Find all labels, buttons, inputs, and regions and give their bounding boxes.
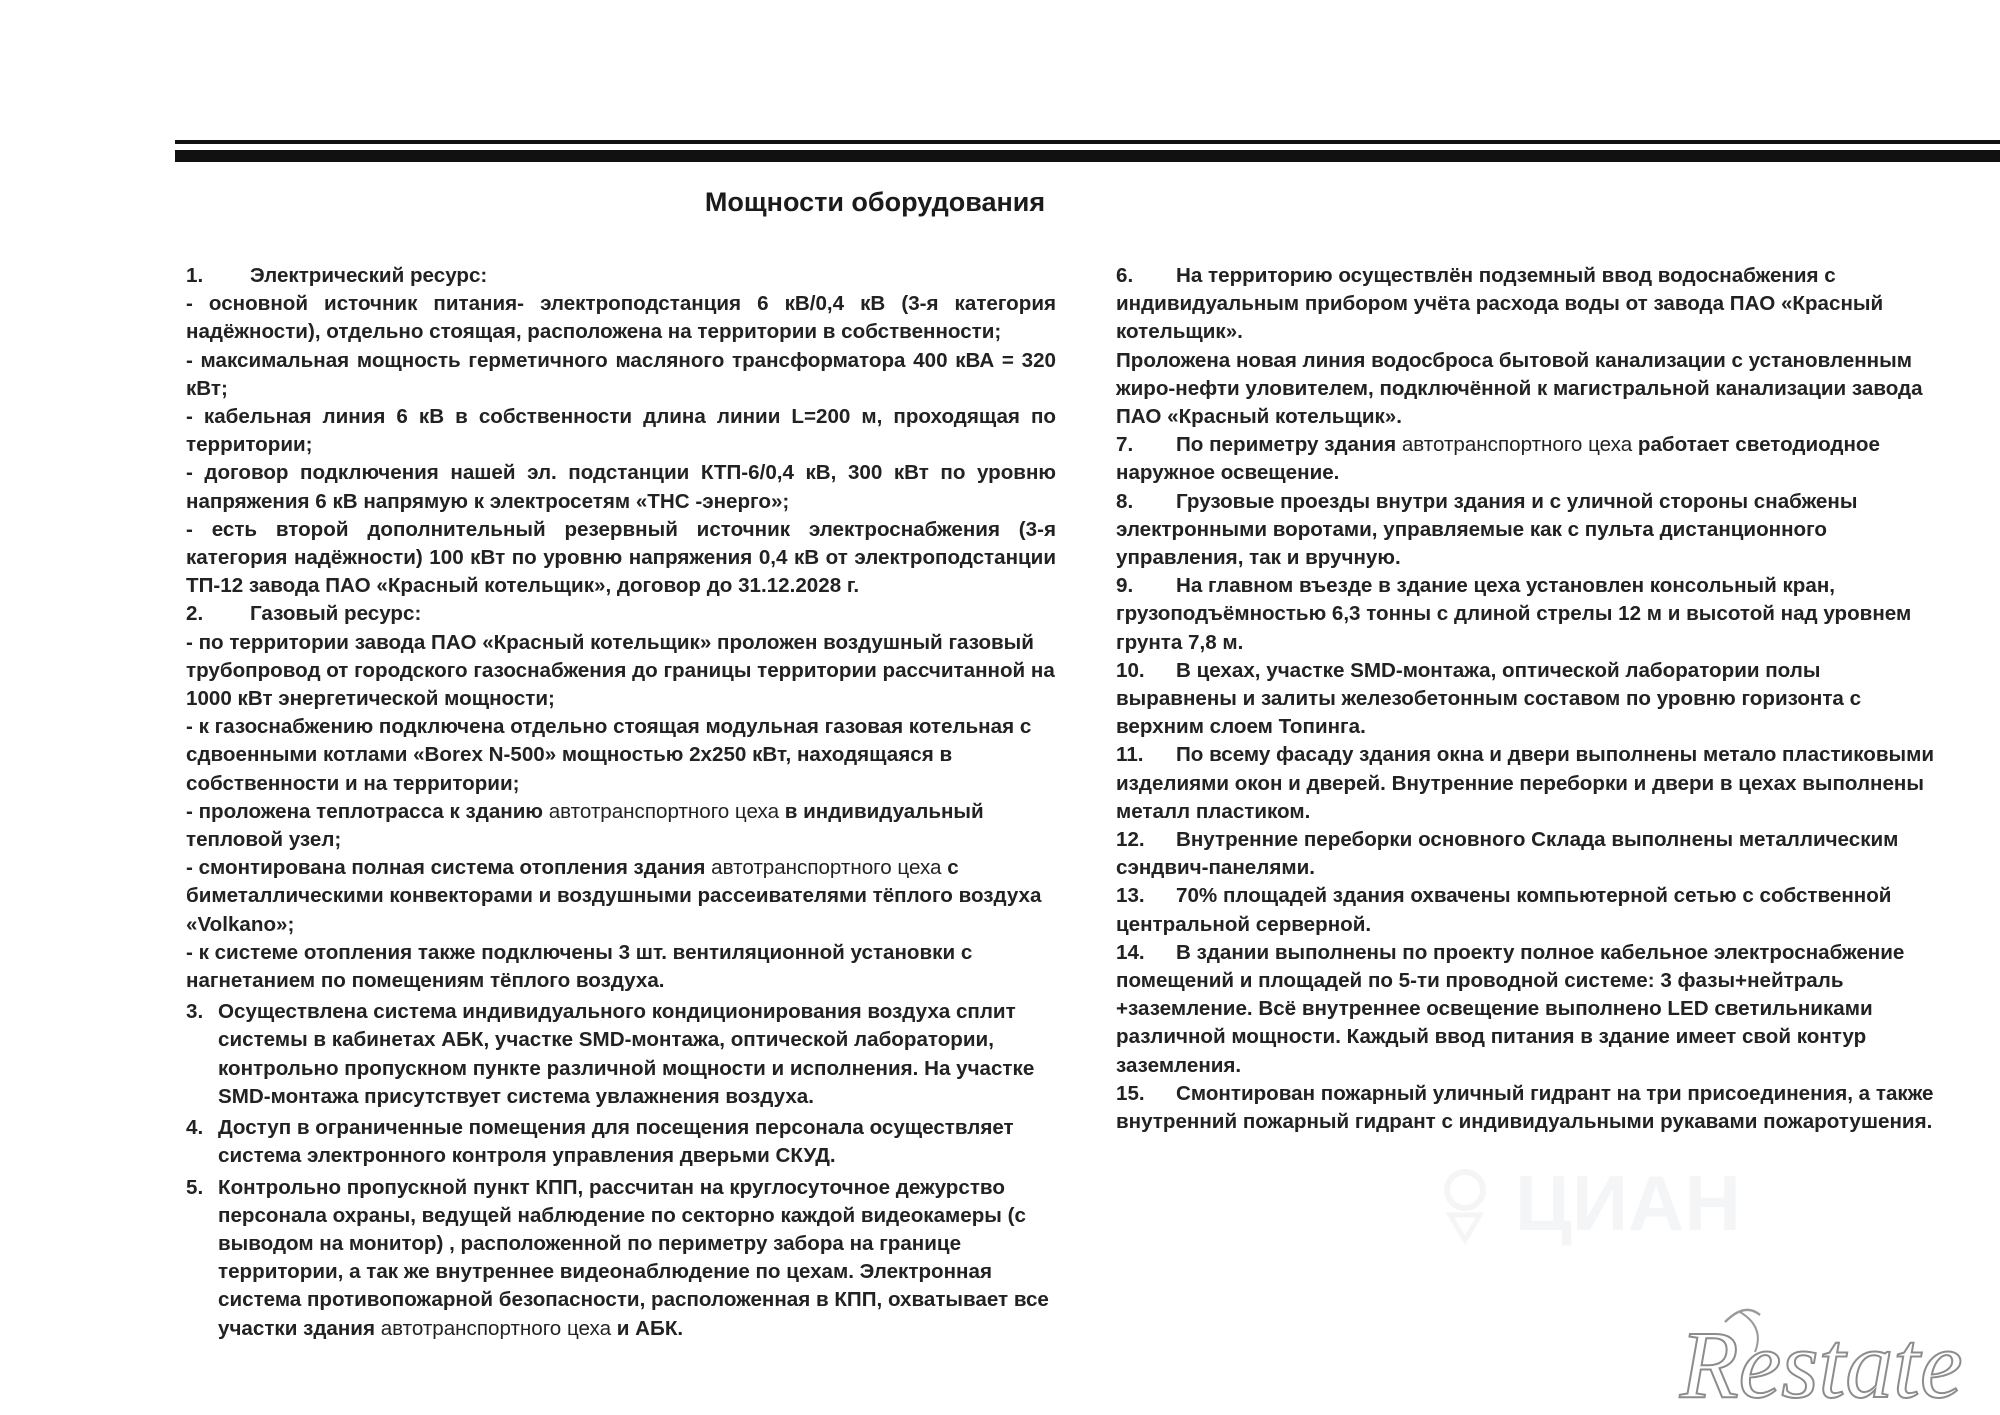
list-item-text: Контрольно пропускной пункт КПП, рассчитан на круглосуточное дежурство персонала охраны, ведущей наблюдение по секторно каждой видеокамеры (с выводом на монитор) , расположенной по периметру забора на границе территории, а так же внутреннее видеонаблюдение по цехам. Электронная система противопожарной безопасности, расположенная в КПП, охватывает все участки здания автотранспортного цеха и АБК. [218, 1175, 1049, 1340]
list-item [186, 1174, 1056, 1343]
list-item-number: 8. [1116, 489, 1134, 513]
list-item-text: На главном въезде в здание цеха установлен консольный кран, грузоподъёмностью 6,3 тонны с длиной стрелы 12 м и высотой над уровнем грунта 7,8 м. [1116, 574, 1912, 654]
paragraph: - к газоснабжению подключена отдельно стоящая модульная газовая котельная с сдвоенными котлами «Borex N-500» мощностью 2х250 кВт, находящаяся в собственности и на территории; [186, 715, 1032, 795]
list-item-number: 12. [1116, 828, 1145, 852]
list-item-number: 4. [186, 1116, 204, 1140]
section-1-number: 1. [186, 264, 204, 287]
list-item [186, 1114, 1056, 1170]
list-item-text: В цехах, участке SMD-монтажа, оптической лаборатории полы выравнены и залиты железобетонным составом по уровню горизонта с верхним слоем Топинга. [1116, 658, 1862, 739]
paragraph: Проложена новая линия водосброса бытовой канализации с установленным жиро-нефти уловителем, подключённой к магистральной канализации завода ПАО «Красный котельщик». [1116, 348, 1923, 429]
list-item-text: Смонтирован пожарный уличный гидрант на три присоединения, а также внутренний пожарный гидрант с индивидуальными рукавами пожаротушения. [1116, 1081, 1934, 1134]
list-item [1116, 262, 1946, 347]
list-item-number: 3. [186, 1000, 204, 1024]
header-rule-thick [175, 150, 2000, 162]
list-item [1116, 657, 1946, 742]
list-item [1116, 939, 1946, 1080]
list-item-number: 6. [1116, 264, 1134, 287]
paragraph: - есть второй дополнительный резервный источник электроснабжения (3-я категория надёжности) 100 кВт по уровню напряжения 0,4 кВ от электроподстанции ТП-12 завода ПАО «Красный котельщик», договор до 31.12.2028 г. [186, 517, 1056, 598]
paragraph: - смонтирована полная система отопления здания автотранспортного цеха с биметаллическими конвекторами и воздушными рассеивателями тёплого воздуха «Volkano»; [186, 856, 1042, 936]
list-item-text: Осуществлена система индивидуального кондиционирования воздуха сплит системы в кабинетах АБК, участке SMD-монтажа, оптической лаборатории, контрольно пропускном пункте различной мощности и исполнения. На участке SMD-монтажа присутствует система увлажнения воздуха. [218, 1000, 1035, 1108]
section-2-heading: 2. Газовый ресурс: [186, 600, 1056, 628]
list-item-number: 7. [1116, 433, 1134, 457]
list-item [1116, 882, 1946, 938]
list-item-number: 5. [186, 1175, 204, 1199]
paragraph: - основной источник питания- электроподстанция 6 кВ/0,4 кВ (3-я категория надёжности), отдельно стоящая, расположена на территории в собственности; [186, 292, 1056, 344]
section-1-heading: 1. Электрический ресурс: [186, 262, 1056, 290]
list-item [1116, 826, 1946, 882]
list-item-text: По всему фасаду здания окна и двери выполнены метало пластиковыми изделиями окон и дверей. Внутренние переборки и двери в цехах выполнены металл пластиком. [1116, 743, 1934, 823]
paragraph: - кабельная линия 6 кВ в собственности длина линии L=200 м, проходящая по территории; [186, 405, 1056, 457]
watermark-text: ЦИАН [1515, 1159, 1741, 1247]
paragraph: - договор подключения нашей эл. подстанции КТП-6/0,4 кВ, 300 кВт по уровню напряжения 6 кВ напрямую к электросетям «ТНС -энерго»; [186, 461, 1056, 513]
list-item-text: В здании выполнены по проекту полное кабельное электроснабжение помещений и площадей по 5-ти проводной системе: 3 фазы+нейтраль +заземление. Всё внутреннее освещение выполнено LED светильниками различной мощности. Каждый ввод питания в здание имеет свой контур заземления. [1116, 940, 1905, 1077]
list-item-number: 15. [1116, 1081, 1145, 1105]
restate-logo [1670, 1297, 1990, 1407]
paragraph: - к системе отопления также подключены 3 шт. вентиляционной установки с нагнетанием по помещениям тёплого воздуха. [186, 940, 973, 993]
list-item-number: 13. [1116, 884, 1145, 908]
watermark-logo [1425, 1145, 1795, 1255]
list-item [1116, 1080, 1946, 1136]
list-item-text: Грузовые проезды внутри здания и с уличной стороны снабжены электронными воротами, управляемые как с пульта дистанционного управления, так и вручную. [1116, 489, 1858, 570]
list-item-number: 14. [1116, 940, 1145, 964]
paragraph: - проложена теплотрасса к зданию автотранспортного цеха в индивидуальный тепловой узел; [186, 799, 984, 852]
list-item [1116, 488, 1946, 573]
list-item-text: На территорию осуществлён подземный ввод водоснабжения с индивидуальным прибором учёта расхода воды от завода ПАО «Красный котельщик». [1116, 264, 1884, 344]
list-item-text: 70% площадей здания охвачены компьютерной сетью с собственной центральной серверной. [1116, 884, 1892, 936]
list-item [1116, 741, 1946, 826]
list-item-text: Внутренние переборки основного Склада выполнены металлическим сэндвич-панелями. [1116, 828, 1899, 880]
page-title: Мощности оборудования [704, 187, 1046, 217]
list-item [1116, 572, 1946, 657]
paragraph: - по территории завода ПАО «Красный котельщик» проложен воздушный газовый трубопровод от городского газоснабжения до границы территории рассчитанной на 1000 кВт энергетической мощности; [186, 630, 1055, 711]
section-2-number: 2. [186, 602, 204, 626]
logo-text: Restate [1680, 1311, 1963, 1407]
list-item-number: 10. [1116, 658, 1145, 682]
list-item-number: 9. [1116, 574, 1134, 598]
header-rule-thin [175, 140, 2000, 144]
list-item-number: 11. [1116, 743, 1144, 767]
left-column [186, 262, 1056, 1343]
right-column [1116, 262, 1946, 1136]
list-item: 7. По периметру здания автотранспортного цеха работает светодиодное наружное освещение. [1116, 433, 1880, 485]
list-item-text: Доступ в ограниченные помещения для посещения персонала осуществляет система электронного контроля управления дверьми СКУД. [218, 1116, 1014, 1168]
paragraph: - максимальная мощность герметичного масляного трансформатора 400 кВА = 320 кВт; [186, 348, 1056, 400]
list-item [186, 998, 1056, 1111]
